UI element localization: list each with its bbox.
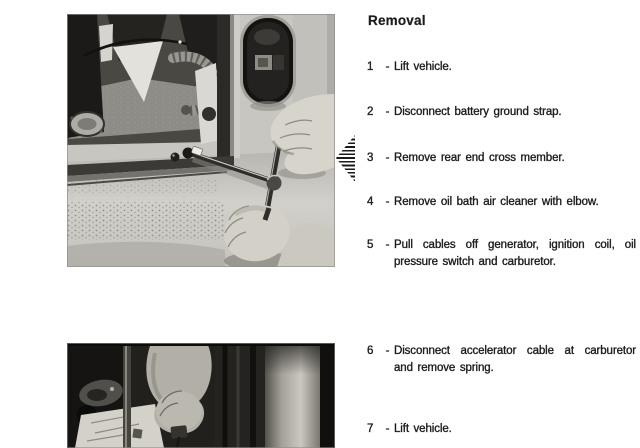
rear-panel-wrench-illustration [67, 14, 335, 267]
section-heading: Removal [368, 13, 426, 28]
step-dash: - [385, 239, 390, 251]
step-text: Lift vehicle. [394, 61, 452, 73]
step-dash: - [385, 152, 390, 164]
callout-arrow-icon [336, 135, 355, 182]
step-number: 3 [367, 152, 374, 164]
step-dash: - [385, 61, 390, 73]
step-dash: - [385, 423, 390, 435]
step-item-2 [367, 104, 636, 121]
step-number: 5 [367, 239, 374, 251]
step-text: Remove rear end cross member. [394, 152, 565, 164]
step-text: Lift vehicle. [394, 423, 452, 435]
step-text: Remove oil bath air cleaner with elbow. [394, 196, 599, 208]
step-number: 6 [367, 345, 374, 357]
filler-cap [70, 112, 104, 136]
step-item-4 [367, 194, 636, 211]
step-text: Pull cables off generator, ignition coil, oil pressure switch and carburetor. [394, 239, 636, 268]
step-item-3 [367, 150, 636, 167]
engine-compartment-hand-photo [67, 343, 335, 448]
engine-compartment-opening [67, 14, 220, 145]
engine-compartment-illustration [67, 343, 335, 448]
step-number: 2 [367, 106, 374, 118]
step-item-6 [367, 343, 636, 376]
step-item-1 [367, 59, 636, 76]
step-text: Disconnect battery ground strap. [394, 106, 562, 118]
step-text: Disconnect accelerator cable at carburetor and remove spring. [394, 345, 636, 374]
rear-panel-wrench-photo [67, 14, 335, 267]
step-number: 1 [367, 61, 374, 73]
step-item-7 [367, 421, 636, 438]
step-item-5 [367, 237, 636, 270]
step-dash: - [385, 196, 390, 208]
step-dash: - [385, 345, 390, 357]
step-number: 7 [367, 423, 374, 435]
taillight [240, 15, 296, 107]
step-number: 4 [367, 196, 374, 208]
step-dash: - [385, 106, 390, 118]
